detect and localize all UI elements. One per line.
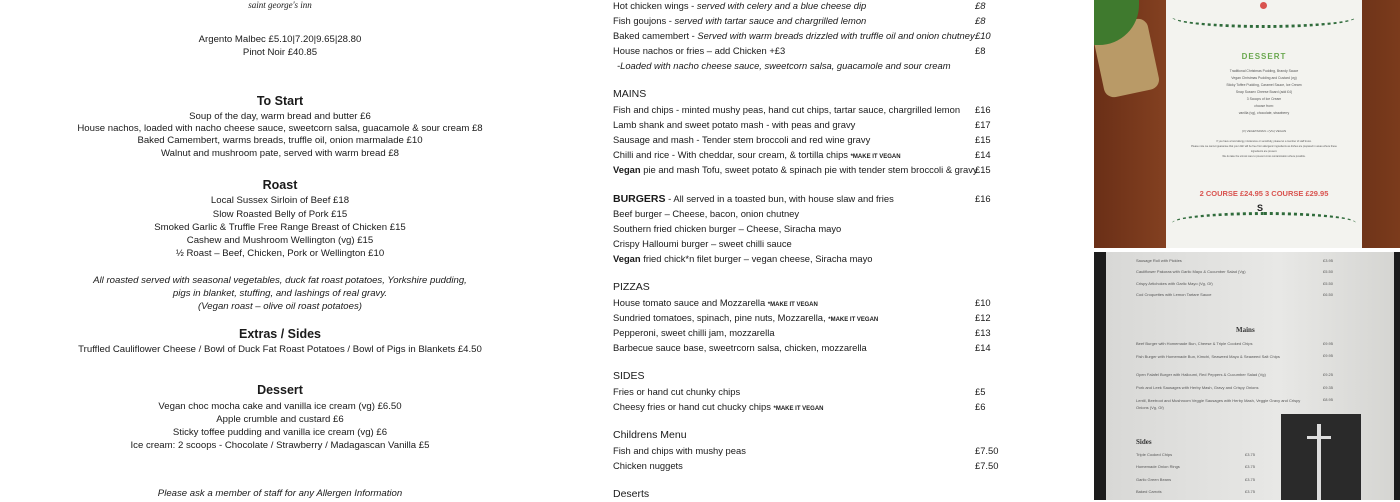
dessert-item: vanilla (vg), chocolate, strawberry (1238, 111, 1290, 115)
section-title-childrens: Childrens Menu (613, 429, 687, 441)
price: £3.75 (1245, 464, 1256, 469)
section-title-dessert: Dessert (257, 383, 303, 397)
price: £3.75 (1245, 477, 1256, 482)
menu-item: Hot chicken wings - served with celery and a blue cheese dip £8 (613, 0, 986, 11)
price: £9.35 (1323, 385, 1334, 390)
menu-item: Slow Roasted Belly of Pork £15 (212, 209, 348, 220)
menu-page-middle (560, 0, 1094, 500)
menu-item: Lamb shank and sweet potato mash - with peas and gravy £17 (613, 119, 991, 130)
price: £5.50 (1323, 281, 1334, 286)
dessert-item: Snap Sussex Cheese Board (add £4) (1235, 90, 1293, 94)
menu-item: House nachos or fries – add Chicken +£3 £8 (613, 45, 986, 56)
menu-item: Chicken nuggets £7.50 (613, 460, 999, 471)
section-title-to-start: To Start (256, 94, 304, 108)
menu-item: Baked Carrots (1136, 489, 1162, 494)
menu-item: Fish Burger with Homemade Bun, Kimchi, Seaweed Mayo & Seaweed Salt Chips (1136, 354, 1280, 359)
section-title-mains: MAINS (613, 88, 647, 100)
dessert-item: 3 Scoops of Ice Cream (1246, 97, 1282, 101)
roast-note: pigs in blanket, stuffing, and lashings of real gravy. (172, 288, 388, 299)
berry-decoration (1260, 2, 1267, 9)
menu-item: House tomato sauce and Mozzarella *MAKE IT VEGAN £10 (613, 297, 991, 308)
menu-item: Sausage Roll with Pickles (1136, 258, 1182, 263)
allergen-notes: If you have a food allergy, intolerance or sensitivity, please let a member of staff know. Please note we cannot guarantee that your dish will be free from allergenic ingredients as dishes are prepared in areas where these ingredients are present. We do take the utmost care to prevent cross contamination where possible. (1191, 140, 1337, 158)
menu-page-left (0, 0, 560, 500)
wine-line: Pinot Noir £40.85 (242, 47, 318, 58)
menu-item: Cashew and Mushroom Wellington (vg) £15 (186, 235, 374, 246)
price: £8.95 (1323, 397, 1334, 402)
price: £3.95 (1323, 258, 1334, 263)
menu-item: Ice cream: 2 scoops - Chocolate / Strawberry / Madagascan Vanilla £5 (130, 440, 430, 451)
menu-item: Vegan pie and mash Tofu, sweet potato & spinach pie with tender stem broccoli & gravy £15 (613, 164, 991, 175)
menu-item: Soup of the day, warm bread and butter £6 (189, 111, 371, 122)
section-title-pizzas: PIZZAS (613, 281, 650, 293)
photo-dessert-menu (1094, 0, 1400, 248)
roast-note: (Vegan roast – olive oil roast potatoes) (198, 301, 362, 312)
menu-item: Crispy Artichokes with Garlic Mayo (Vg, Gf) (1136, 281, 1213, 286)
menu-item: Apple crumble and custard £6 (216, 414, 344, 425)
menu-item: Truffled Cauliflower Cheese / Bowl of Duck Fat Roast Potatoes / Bowl of Pigs in Blankets £4.50 (78, 344, 482, 355)
menu-item: Beef Burger with Homemade Bun, Cheese & Triple Cooked Chips (1136, 341, 1253, 346)
allergen-note: Please ask a member of staff for any Allergen Information (157, 488, 403, 499)
nachos-note: -Loaded with nacho cheese sauce, sweetcorn salsa, guacamole and sour cream (617, 60, 951, 71)
garland-decoration (1172, 212, 1356, 234)
menu-item: Fish and chips - minted mushy peas, hand cut chips, tartar sauce, chargrilled lemon £16 (613, 104, 991, 115)
sides-title: Sides (1136, 438, 1152, 446)
dessert-item: Sticky Toffee Pudding, Caramel Sauce, Ice Cream (1226, 83, 1302, 87)
price: £6.50 (1323, 292, 1334, 297)
menu-item: Local Sussex Sirloin of Beef £18 (210, 195, 350, 206)
menu-item: Smoked Garlic & Truffle Free Range Breast of Chicken £15 (154, 222, 406, 233)
price: £9.25 (1323, 372, 1334, 377)
dessert-menu-card (1166, 0, 1362, 248)
menu-item: Chilli and rice - With cheddar, sour cream, & tortilla chips *MAKE IT VEGAN £14 (613, 149, 991, 160)
mains-title: Mains (1236, 326, 1255, 334)
menu-item: Sausage and mash - Tender stem broccoli and red wine gravy £15 (613, 134, 991, 145)
menu-item: Sticky toffee pudding and vanilla ice cream (vg) £6 (172, 427, 388, 438)
section-title-burgers: BURGERS - All served in a toasted bun, with house slaw and fries £16 (613, 193, 991, 205)
price: £9.95 (1323, 353, 1334, 358)
photo-menu-board (1094, 252, 1400, 500)
menu-item: ½ Roast – Beef, Chicken, Pork or Wellington £10 (175, 248, 385, 259)
price: £9.95 (1323, 341, 1334, 346)
menu-item: Vegan fried chick*n filet burger – vegan cheese, Siracha mayo (613, 253, 873, 264)
dessert-title: DESSERT (1241, 52, 1287, 61)
section-title-extras: Extras / Sides (239, 327, 321, 341)
section-title-roast: Roast (262, 178, 298, 192)
price: £3.75 (1245, 452, 1256, 457)
menu-item: Baked camembert - Served with warm breads drizzled with truffle oil and onion chutney £10 (613, 30, 991, 41)
course-price: 2 COURSE £24.95 3 COURSE £29.95 (1199, 189, 1329, 198)
menu-item: Lentil, Beetroot and Mushroom Veggie Sausages with Herby Mash, Veggie Gravy and Crispy Onions (Vg, Gf) (1136, 398, 1301, 410)
menu-item: Fries or hand cut chunky chips £5 (613, 386, 986, 397)
menu-item: Fish and chips with mushy peas £7.50 (613, 445, 999, 456)
dessert-item: Traditional Christmas Pudding, Brandy Sauce (1229, 69, 1299, 73)
menu-item: Pork and Leek Sausages with Herby Mash, Gravy and Crispy Onions (1136, 385, 1259, 390)
menu-item: Open Falafel Burger with Halloumi, Red Peppers & Cucumber Salad (Vg) (1136, 372, 1266, 377)
menu-item: Southern fried chicken burger – Cheese, Siracha mayo (613, 223, 842, 234)
menu-item: Cauliflower Pakoras with Garlic Mayo & Cucumber Salad (Vg) (1136, 269, 1246, 274)
sword-emblem-image (1281, 414, 1361, 500)
menu-item: Barbecue sauce base, sweetrcorn salsa, chicken, mozzarella £14 (613, 342, 991, 353)
brand-logo: S (1257, 203, 1264, 213)
price: £3.75 (1245, 489, 1256, 494)
menu-item: Fish goujons - served with tartar sauce and chargrilled lemon £8 (613, 15, 986, 26)
menu-item: Cheesy fries or hand cut chucky chips *MAKE IT VEGAN £6 (613, 401, 986, 412)
menu-item: House nachos, loaded with nacho cheese sauce, sweetcorn salsa, guacamole & sour cream £8 (77, 123, 483, 134)
menu-item: Crispy Halloumi burger – sweet chilli sauce (613, 238, 792, 249)
dessert-item: Vegan Christmas Pudding and Custard (vg) (1231, 76, 1297, 80)
menu-sheet (1106, 252, 1394, 500)
wine-line: Argento Malbec £5.10|7.20|9.65|28.80 (198, 34, 362, 45)
menu-item: Vegan choc mocha cake and vanilla ice cream (vg) £6.50 (158, 401, 402, 412)
garland-decoration (1172, 6, 1356, 28)
menu-item: Beef burger – Cheese, bacon, onion chutney (613, 208, 800, 219)
diet-legend: (V) VEGETARIAN • (VG) VEGAN (1241, 129, 1287, 133)
menu-item: Homemade Onion Rings (1136, 464, 1180, 469)
roast-note: All roasted served with seasonal vegetables, duck fat roast potatoes, Yorkshire pudding, (93, 275, 467, 286)
inn-logo: saint george's inn (248, 0, 312, 10)
section-title-deserts: Deserts (613, 488, 650, 500)
menu-item: Pepperoni, sweet chilli jam, mozzarella £13 (613, 327, 991, 338)
menu-item: Garlic Green Beans (1136, 477, 1172, 482)
menu-item: Triple Cooked Chips (1136, 452, 1173, 457)
section-title-sides: SIDES (613, 370, 645, 382)
menu-item: Sundried tomatoes, spinach, pine nuts, Mozzarella, *MAKE IT VEGAN £12 (613, 312, 991, 323)
menu-item: Walnut and mushroom pate, served with warm bread £8 (160, 148, 399, 159)
dessert-item: choose from: (1254, 104, 1274, 108)
price: £5.50 (1323, 269, 1334, 274)
menu-item: Baked Camembert, warms breads, truffle oil, onion marmalade £10 (137, 135, 423, 146)
menu-item: Cod Croquettes with Lemon Tartare Sauce (1136, 292, 1212, 297)
